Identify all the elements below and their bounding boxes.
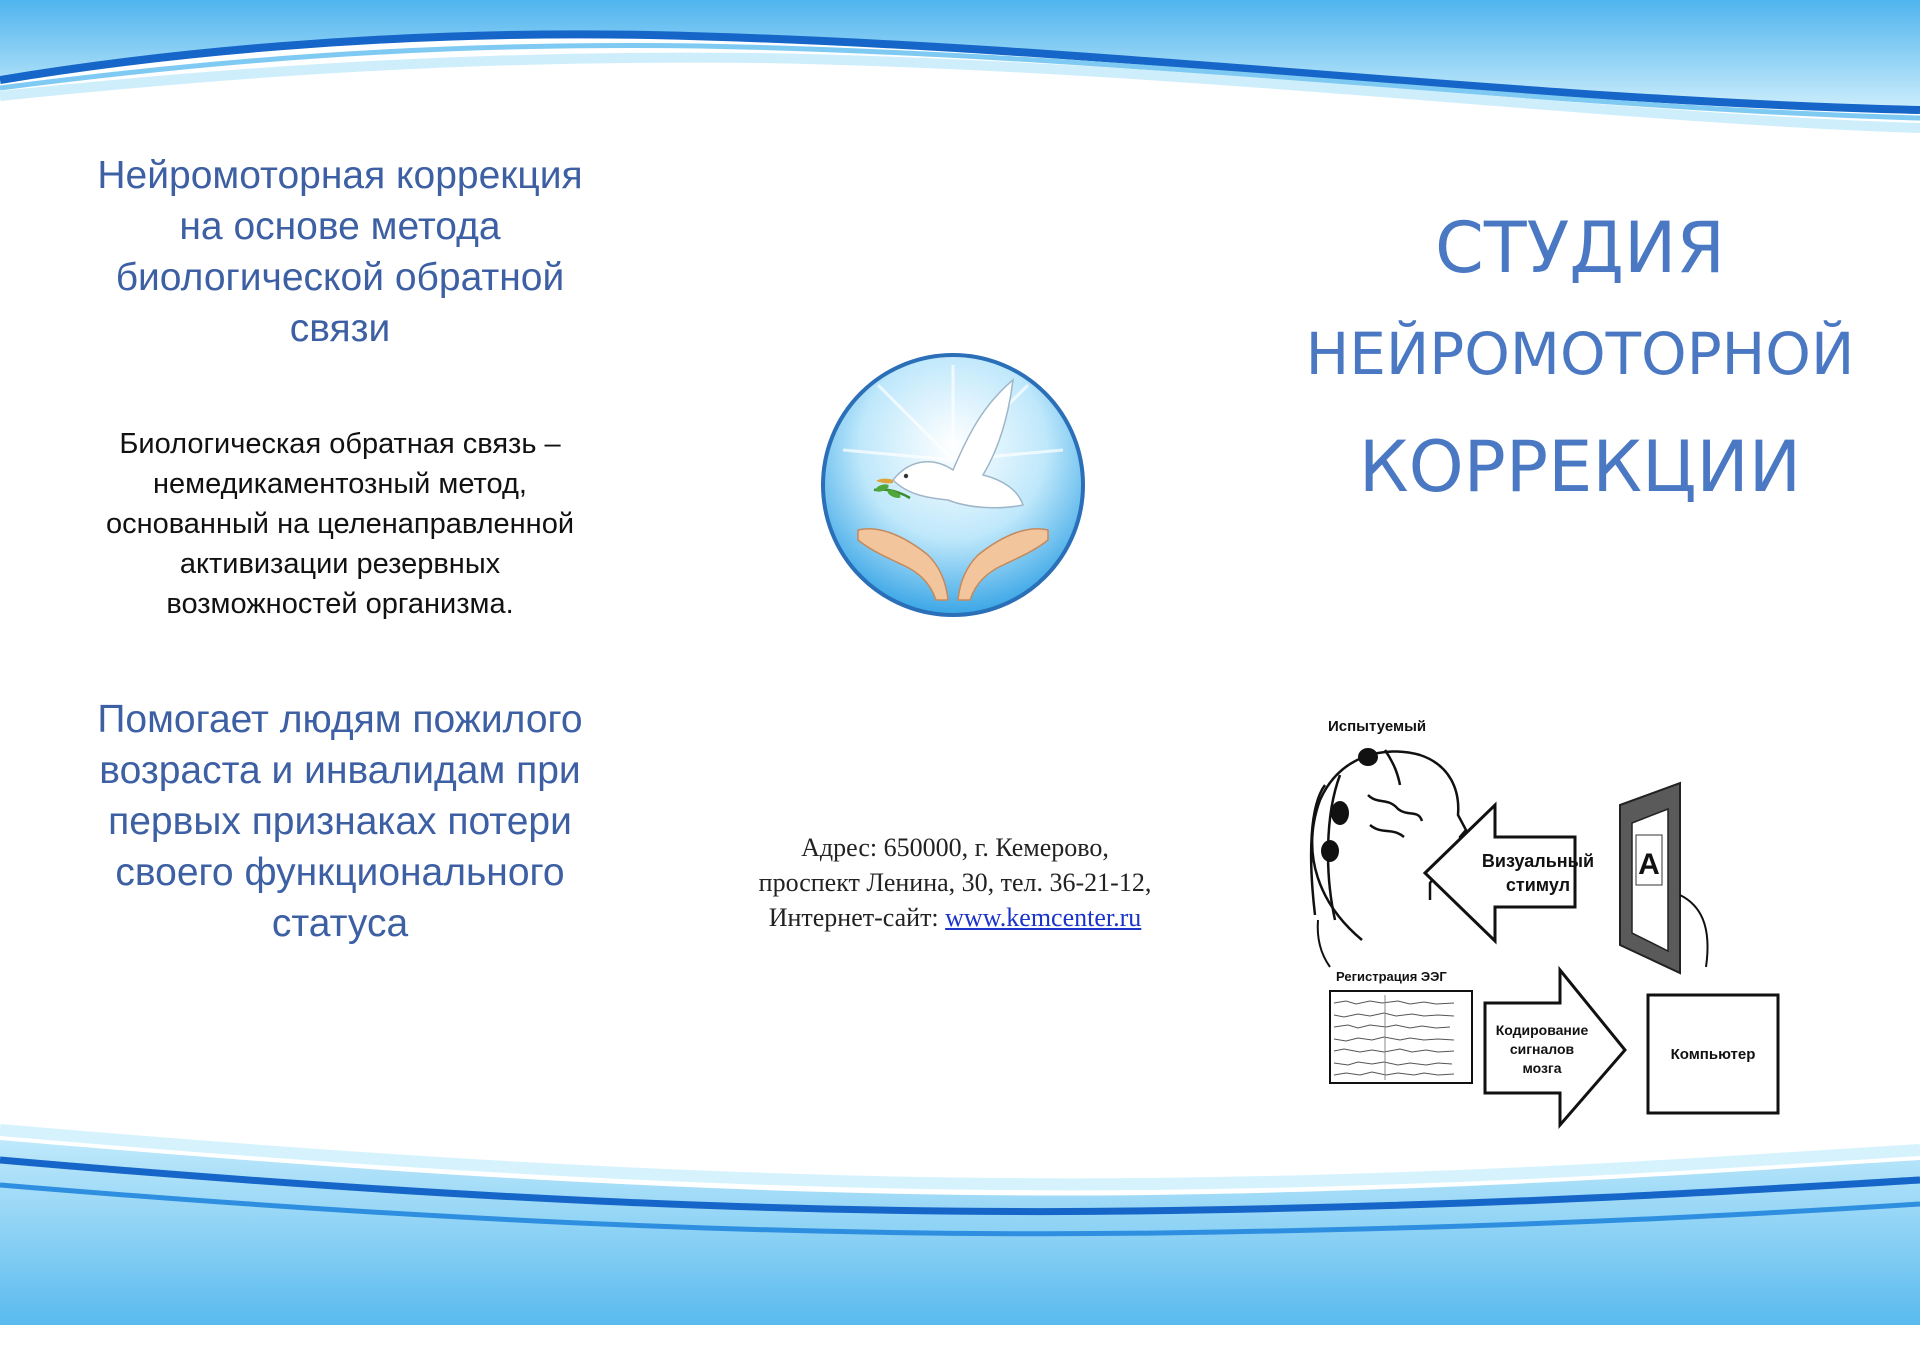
left-heading-line: Нейромоторная коррекция bbox=[97, 154, 583, 197]
subject-label: Испытуемый bbox=[1328, 718, 1427, 735]
title-line-neuromotor: НЕЙРОМОТОРНОЙ bbox=[1305, 320, 1855, 388]
definition-line: основанный на целенаправленной bbox=[105, 508, 575, 540]
contact-info bbox=[700, 830, 1210, 935]
website-line bbox=[700, 900, 1210, 935]
definition-line: немедикаментозный метод, bbox=[153, 468, 527, 500]
biofeedback-definition bbox=[70, 424, 610, 624]
title-line-studio: СТУДИЯ bbox=[1435, 207, 1725, 289]
visual-stimulus-arrow bbox=[1425, 805, 1594, 941]
computer-label: Компьютер bbox=[1670, 1046, 1756, 1063]
website-prefix: Интернет-сайт: bbox=[768, 903, 946, 932]
helps-line: Помогает людям пожилого bbox=[97, 698, 583, 741]
computer-box bbox=[1648, 995, 1778, 1113]
eeg-chart bbox=[1330, 991, 1472, 1083]
helps-statement bbox=[70, 694, 610, 949]
helps-line: возраста и инвалидам при bbox=[99, 749, 581, 792]
visual-stimulus-label-1: Визуальный bbox=[1481, 851, 1595, 871]
encoding-label-3: мозга bbox=[1522, 1060, 1562, 1076]
monitor-letter: А bbox=[1638, 848, 1660, 881]
visual-stimulus-label-2: стимул bbox=[1505, 875, 1571, 895]
encoding-label-2: сигналов bbox=[1509, 1041, 1575, 1057]
left-heading-line: связи bbox=[289, 307, 391, 350]
electrode-cable bbox=[1318, 920, 1330, 967]
dove-on-hands-logo bbox=[818, 350, 1088, 620]
top-wave-decoration bbox=[0, 0, 1920, 150]
street-phone-line: проспект Ленина, 30, тел. 36-21-12, bbox=[758, 868, 1152, 897]
monitor-cable bbox=[1680, 895, 1708, 967]
left-panel bbox=[70, 150, 610, 949]
definition-line: возможностей организма. bbox=[166, 588, 514, 620]
address-line: Адрес: 650000, г. Кемерово, bbox=[801, 833, 1109, 862]
eeg-registration-label: Регистрация ЭЭГ bbox=[1336, 969, 1447, 984]
studio-title bbox=[1290, 200, 1870, 522]
definition-line: Биологическая обратная связь – bbox=[119, 428, 561, 460]
left-heading bbox=[70, 150, 610, 354]
monitor-icon bbox=[1620, 783, 1680, 973]
helps-line: первых признаках потери bbox=[108, 800, 572, 843]
helps-line: своего функционального bbox=[115, 851, 565, 894]
helps-line: статуса bbox=[271, 902, 409, 945]
bci-diagram bbox=[1280, 705, 1820, 1135]
encoding-label-1: Кодирование bbox=[1495, 1022, 1589, 1038]
left-heading-line: на основе метода bbox=[179, 205, 501, 248]
definition-line: активизации резервных bbox=[179, 548, 501, 580]
title-line-correction: КОРРЕКЦИИ bbox=[1358, 426, 1802, 508]
bottom-wave-decoration bbox=[0, 1100, 1920, 1357]
encoding-arrow bbox=[1485, 970, 1625, 1125]
website-link[interactable]: www.kemcenter.ru bbox=[945, 903, 1142, 932]
left-heading-line: биологической обратной bbox=[115, 256, 565, 299]
